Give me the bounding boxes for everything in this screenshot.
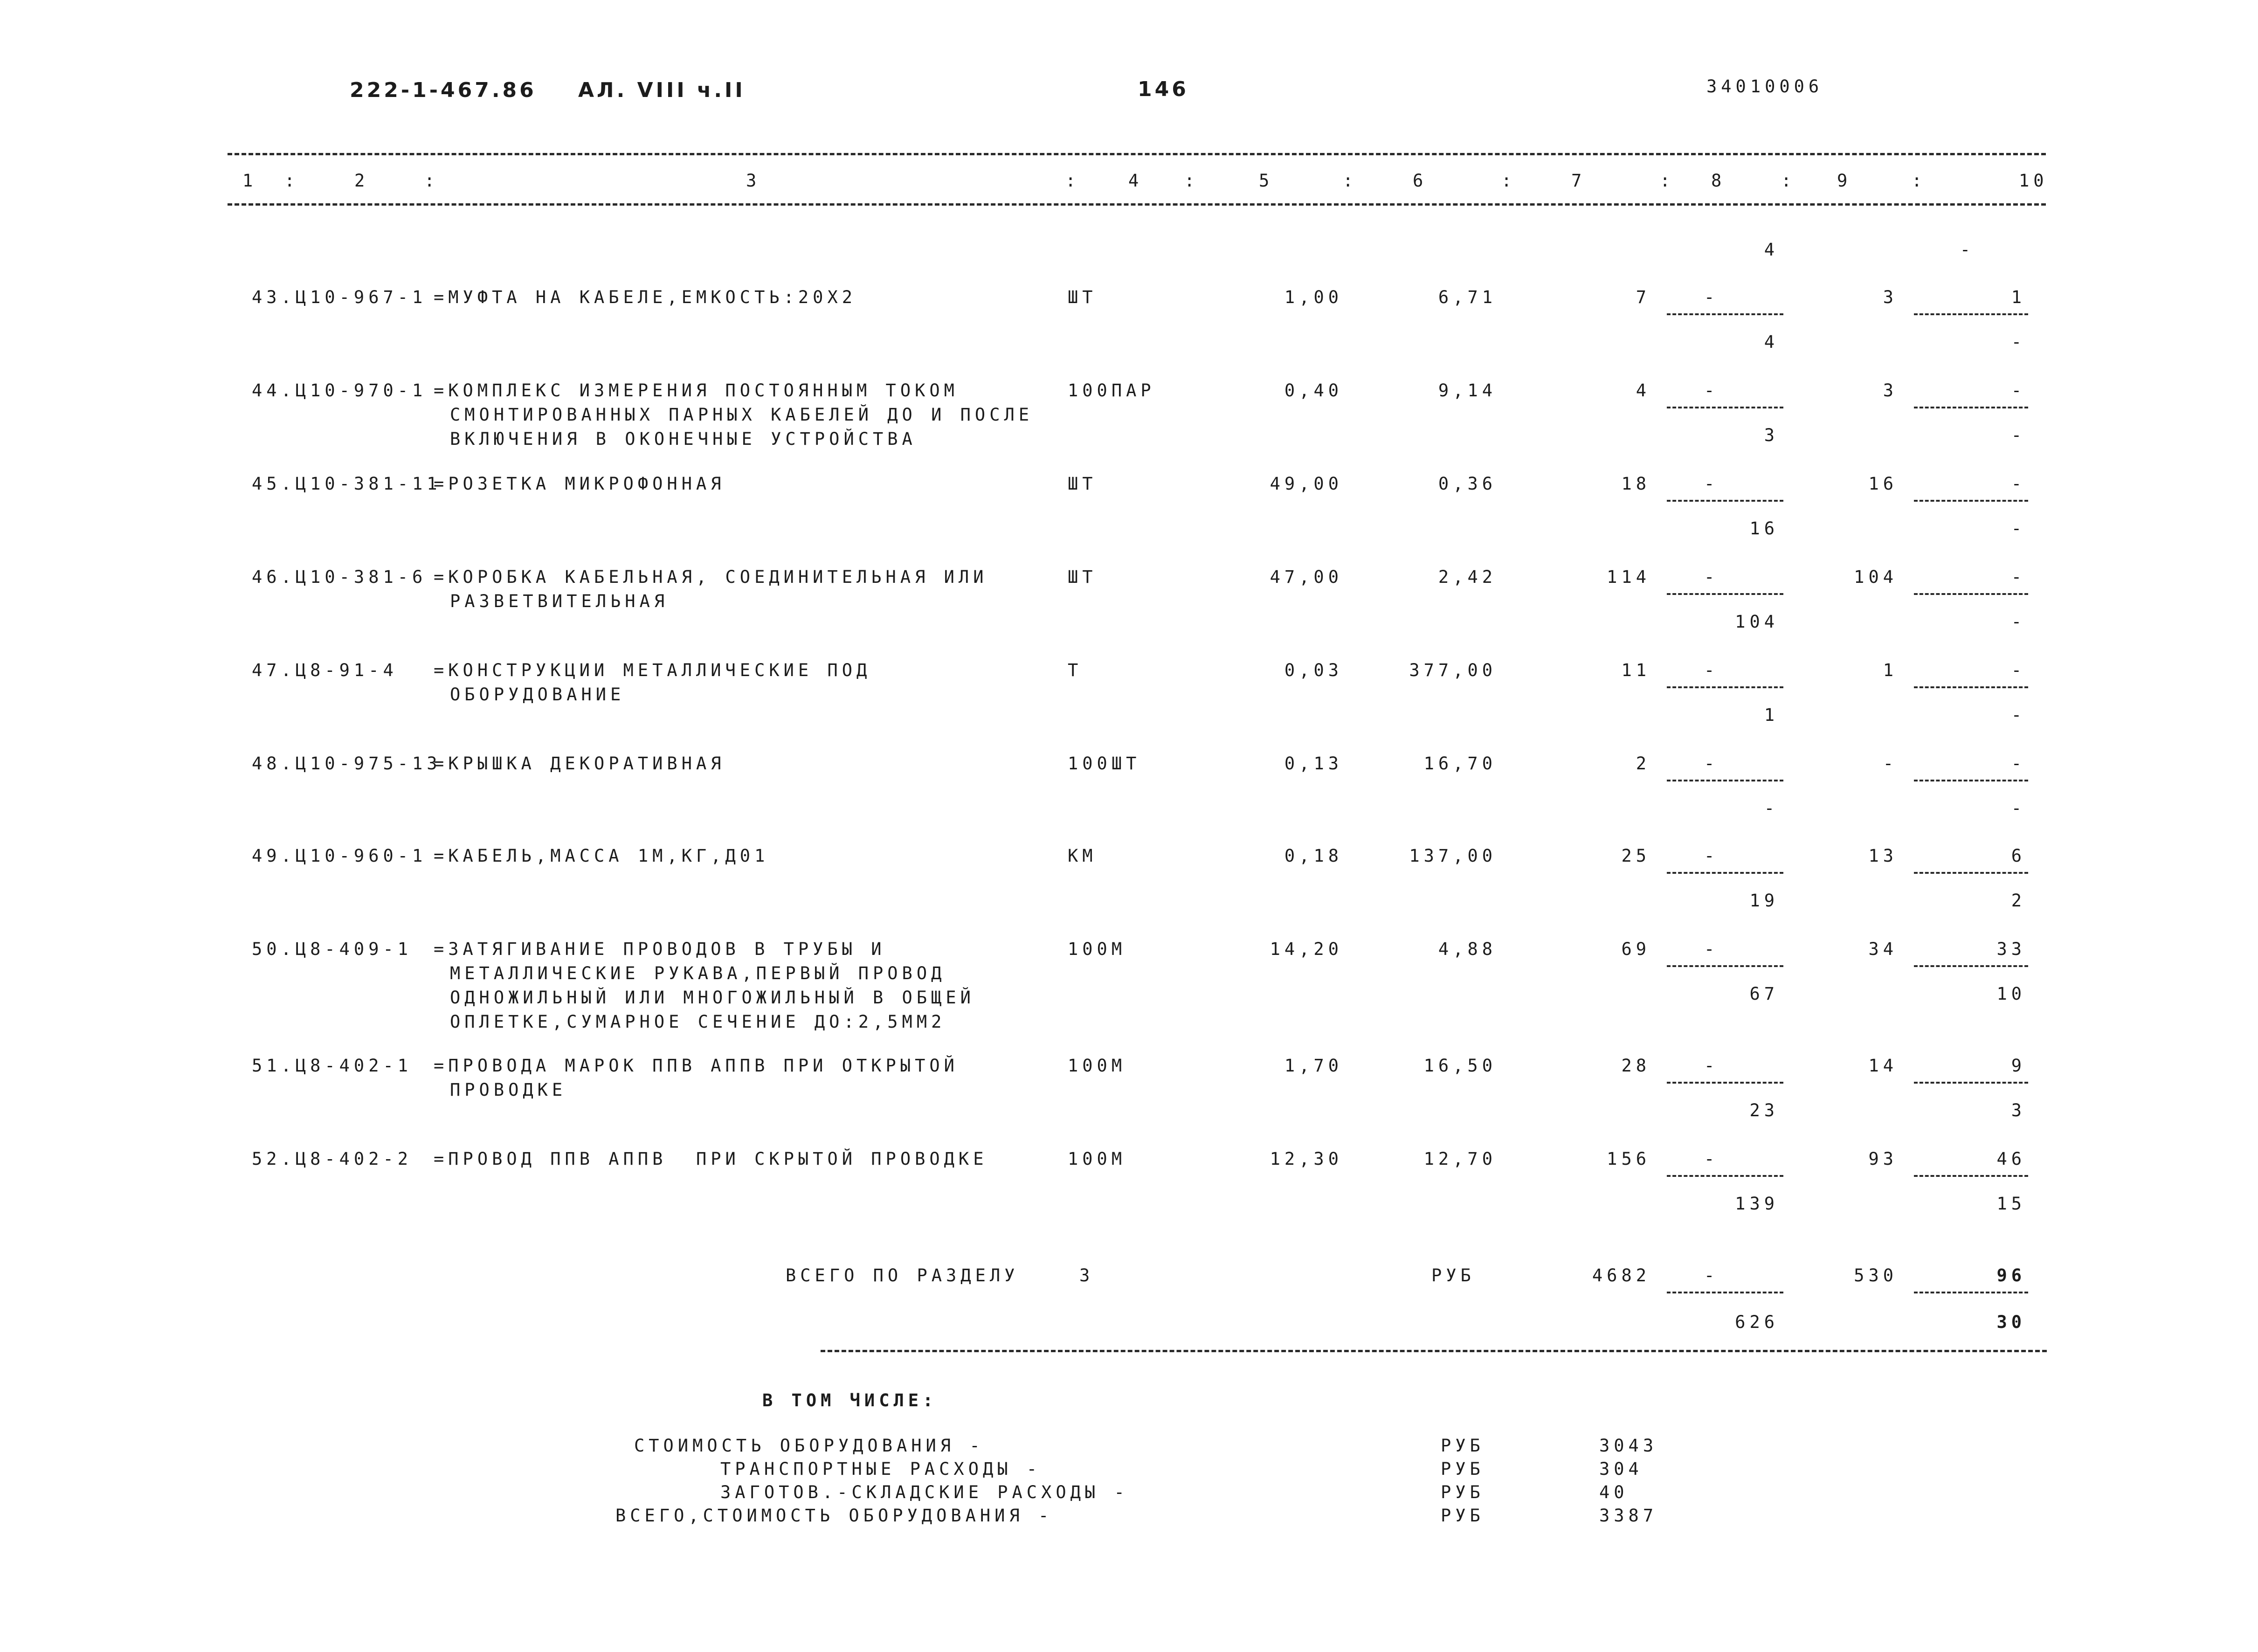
row-c8-top: - <box>1704 846 1719 866</box>
row-code: 50.Ц8-409-1 <box>252 939 413 959</box>
row-c10-bottom: 10 <box>1996 984 2026 1004</box>
column-header-6: 6 <box>1413 171 1428 191</box>
row-c9: 3 <box>1883 380 1898 401</box>
cell-c8-carry: 4 <box>1764 240 1779 260</box>
row-description: =МУФТА НА КАБЕЛЕ,ЕМКОСТЬ:20Х2 <box>434 287 857 307</box>
row-description: =ПРОВОДА МАРОК ППВ АППВ ПРИ ОТКРЫТОЙ <box>434 1056 959 1076</box>
row-description: МЕТАЛЛИЧЕСКИЕ РУКАВА,ПЕРВЫЙ ПРОВОД <box>450 963 946 983</box>
row-unit: 100ШТ <box>1068 753 1141 774</box>
row-c10-fraction-rule <box>1914 593 2028 595</box>
row-price: 377,00 <box>1409 660 1497 680</box>
section-total-number: 3 <box>1079 1265 1094 1286</box>
row-c10-fraction-rule <box>1914 313 2028 315</box>
row-unit: Т <box>1068 660 1083 680</box>
row-price: 16,70 <box>1423 753 1497 774</box>
column-header-1: 1 <box>242 171 257 191</box>
row-unit: КМ <box>1068 846 1097 866</box>
row-unit: 100М <box>1068 1056 1126 1076</box>
including-value: 40 <box>1599 1482 1629 1502</box>
row-c8-bottom: - <box>1764 798 1779 818</box>
row-description: РАЗВЕТВИТЕЛЬНАЯ <box>450 591 669 611</box>
column-separator: : <box>424 171 439 191</box>
row-description: =КОМПЛЕКС ИЗМЕРЕНИЯ ПОСТОЯННЫМ ТОКОМ <box>434 380 959 401</box>
row-c8-bottom: 16 <box>1749 518 1779 539</box>
row-c8-top: - <box>1704 660 1719 680</box>
row-code: 44.Ц10-970-1 <box>252 380 427 401</box>
row-c8-top: - <box>1704 753 1719 774</box>
row-description: =КОРОБКА КАБЕЛЬНАЯ, СОЕДИНИТЕЛЬНАЯ ИЛИ <box>434 567 988 587</box>
page-number: 146 <box>1138 77 1189 101</box>
row-c8-fraction-rule <box>1667 965 1783 967</box>
row-c8-bottom: 1 <box>1764 705 1779 725</box>
including-label: ВСЕГО,СТОИМОСТЬ ОБОРУДОВАНИЯ - <box>615 1506 1053 1526</box>
including-unit: РУБ <box>1441 1459 1485 1479</box>
row-quantity: 1,00 <box>1284 287 1343 307</box>
row-c10-bottom: - <box>2011 705 2026 725</box>
row-description: =КАБЕЛЬ,МАССА 1М,КГ,Д01 <box>434 846 769 866</box>
row-description: =КОНСТРУКЦИИ МЕТАЛЛИЧЕСКИЕ ПОД <box>434 660 871 680</box>
row-c9: 14 <box>1868 1056 1898 1076</box>
row-c10-top: - <box>2011 660 2026 680</box>
row-c10-fraction-rule <box>1914 872 2028 874</box>
section-total-c10-rule <box>1914 1292 2028 1293</box>
row-unit: 100М <box>1068 939 1126 959</box>
row-description: =ЗАТЯГИВАНИЕ ПРОВОДОВ В ТРУБЫ И <box>434 939 886 959</box>
row-description: СМОНТИРОВАННЫХ ПАРНЫХ КАБЕЛЕЙ ДО И ПОСЛЕ <box>450 405 1034 425</box>
row-c9: 34 <box>1868 939 1898 959</box>
column-header-4: 4 <box>1128 171 1143 191</box>
row-c8-fraction-rule <box>1667 780 1783 781</box>
header-bottom-rule <box>228 203 2046 206</box>
row-c10-bottom: 3 <box>2011 1100 2026 1120</box>
row-c10-fraction-rule <box>1914 1082 2028 1084</box>
row-description: =ПРОВОД ППВ АППВ ПРИ СКРЫТОЙ ПРОВОДКЕ <box>434 1149 988 1169</box>
including-label: ТРАНСПОРТНЫЕ РАСХОДЫ - <box>720 1459 1042 1479</box>
column-header-8: 8 <box>1711 171 1726 191</box>
including-label: СТОИМОСТЬ ОБОРУДОВАНИЯ - <box>634 1436 984 1456</box>
row-c8-top: - <box>1704 939 1719 959</box>
column-separator: : <box>1660 171 1675 191</box>
section-total-unit: РУБ <box>1431 1265 1475 1286</box>
row-total: 25 <box>1621 846 1650 866</box>
column-header-2: 2 <box>354 171 369 191</box>
row-c9: - <box>1883 753 1898 774</box>
column-separator: : <box>1184 171 1199 191</box>
row-c8-top: - <box>1704 287 1719 307</box>
row-c10-fraction-rule <box>1914 780 2028 781</box>
row-quantity: 47,00 <box>1270 567 1343 587</box>
row-c8-top: - <box>1704 474 1719 494</box>
including-unit: РУБ <box>1441 1482 1485 1502</box>
row-c8-bottom: 104 <box>1735 612 1779 632</box>
row-c8-fraction-rule <box>1667 593 1783 595</box>
row-unit: 100М <box>1068 1149 1126 1169</box>
row-quantity: 1,70 <box>1284 1056 1343 1076</box>
row-code: 46.Ц10-381-6 <box>252 567 427 587</box>
row-quantity: 12,30 <box>1270 1149 1343 1169</box>
row-code: 51.Ц8-402-1 <box>252 1056 413 1076</box>
row-c9: 16 <box>1868 474 1898 494</box>
row-c10-top: 1 <box>2011 287 2026 307</box>
row-unit: ШТ <box>1068 567 1097 587</box>
row-c10-fraction-rule <box>1914 1175 2028 1177</box>
row-description: ОПЛЕТКЕ,СУМАРНОЕ СЕЧЕНИЕ ДО:2,5ММ2 <box>450 1012 946 1032</box>
row-c9: 104 <box>1854 567 1898 587</box>
row-code: 48.Ц10-975-13 <box>252 753 442 774</box>
column-separator: : <box>1065 171 1080 191</box>
row-total: 11 <box>1621 660 1650 680</box>
row-code: 47.Ц8-91-4 <box>252 660 398 680</box>
column-separator: : <box>1912 171 1927 191</box>
including-title: В ТОМ ЧИСЛЕ: <box>762 1390 938 1410</box>
row-c10-bottom: - <box>2011 425 2026 445</box>
row-price: 16,50 <box>1423 1056 1497 1076</box>
row-price: 6,71 <box>1438 287 1497 307</box>
column-separator: : <box>284 171 299 191</box>
row-c8-top: - <box>1704 567 1719 587</box>
column-separator: : <box>1781 171 1796 191</box>
section-total-label: ВСЕГО ПО РАЗДЕЛУ <box>786 1265 1019 1286</box>
row-c10-bottom: - <box>2011 518 2026 539</box>
row-quantity: 0,03 <box>1284 660 1343 680</box>
row-description: ВКЛЮЧЕНИЯ В ОКОНЕЧНЫЕ УСТРОЙСТВА <box>450 429 917 449</box>
section-total-c10-top: 96 <box>1996 1265 2026 1286</box>
row-c8-top: - <box>1704 1149 1719 1169</box>
row-c8-bottom: 4 <box>1764 332 1779 352</box>
row-c10-fraction-rule <box>1914 965 2028 967</box>
row-price: 0,36 <box>1438 474 1497 494</box>
row-c8-bottom: 23 <box>1749 1100 1779 1120</box>
row-code: 45.Ц10-381-11 <box>252 474 442 494</box>
row-c10-top: 33 <box>1996 939 2026 959</box>
row-total: 4 <box>1636 380 1650 401</box>
row-c8-fraction-rule <box>1667 500 1783 502</box>
column-header-5: 5 <box>1259 171 1274 191</box>
row-c9: 3 <box>1883 287 1898 307</box>
column-header-10: 10 <box>2019 171 2048 191</box>
row-quantity: 14,20 <box>1270 939 1343 959</box>
row-total: 28 <box>1621 1056 1650 1076</box>
row-c10-top: 9 <box>2011 1056 2026 1076</box>
row-quantity: 0,40 <box>1284 380 1343 401</box>
row-c9: 1 <box>1883 660 1898 680</box>
including-label: ЗАГОТОВ.-СКЛАДСКИЕ РАСХОДЫ - <box>720 1482 1129 1502</box>
row-c10-top: - <box>2011 380 2026 401</box>
row-c8-fraction-rule <box>1667 1082 1783 1084</box>
row-c10-top: - <box>2011 474 2026 494</box>
row-c10-top: 6 <box>2011 846 2026 866</box>
row-total: 69 <box>1621 939 1650 959</box>
row-c10-bottom: - <box>2011 332 2026 352</box>
section-total-c9: 530 <box>1854 1265 1898 1286</box>
doc-number: 34010006 <box>1706 76 1823 97</box>
row-c10-top: - <box>2011 567 2026 587</box>
row-unit: ШТ <box>1068 287 1097 307</box>
section-total-rule <box>821 1350 2047 1352</box>
column-header-7: 7 <box>1571 171 1586 191</box>
row-price: 4,88 <box>1438 939 1497 959</box>
column-separator: : <box>1501 171 1516 191</box>
document-code: 222-1-467.86 <box>350 78 537 102</box>
row-c10-top: - <box>2011 753 2026 774</box>
row-c10-top: 46 <box>1996 1149 2026 1169</box>
column-header-9: 9 <box>1837 171 1852 191</box>
row-c8-fraction-rule <box>1667 1175 1783 1177</box>
row-c8-bottom: 67 <box>1749 984 1779 1004</box>
row-code: 49.Ц10-960-1 <box>252 846 427 866</box>
row-c8-fraction-rule <box>1667 313 1783 315</box>
row-unit: ШТ <box>1068 474 1097 494</box>
row-c8-bottom: 139 <box>1735 1194 1779 1214</box>
row-price: 2,42 <box>1438 567 1497 587</box>
row-total: 2 <box>1636 753 1650 774</box>
row-description: ОБОРУДОВАНИЕ <box>450 684 625 705</box>
row-c8-fraction-rule <box>1667 686 1783 688</box>
section-total-c8-bottom: 626 <box>1735 1312 1779 1332</box>
including-unit: РУБ <box>1441 1506 1485 1526</box>
row-c10-fraction-rule <box>1914 500 2028 502</box>
row-c10-fraction-rule <box>1914 407 2028 408</box>
header-top-rule <box>228 153 2046 155</box>
including-value: 3043 <box>1599 1436 1658 1456</box>
row-c10-bottom: 2 <box>2011 891 2026 911</box>
row-unit: 100ПАР <box>1068 380 1155 401</box>
including-unit: РУБ <box>1441 1436 1485 1456</box>
column-separator: : <box>1343 171 1358 191</box>
row-c9: 93 <box>1868 1149 1898 1169</box>
row-description: ПРОВОДКЕ <box>450 1080 567 1100</box>
row-c8-bottom: 3 <box>1764 425 1779 445</box>
section-total-amount: 4682 <box>1592 1265 1650 1286</box>
row-code: 52.Ц8-402-2 <box>252 1149 413 1169</box>
row-description: =КРЫШКА ДЕКОРАТИВНАЯ <box>434 753 725 774</box>
including-value: 3387 <box>1599 1506 1658 1526</box>
row-c10-bottom: - <box>2011 798 2026 818</box>
section-total-c10-bottom: 30 <box>1996 1312 2026 1332</box>
row-c8-fraction-rule <box>1667 872 1783 874</box>
row-description: ОДНОЖИЛЬНЫЙ ИЛИ МНОГОЖИЛЬНЫЙ В ОБЩЕЙ <box>450 988 975 1008</box>
row-description: =РОЗЕТКА МИКРОФОННАЯ <box>434 474 725 494</box>
row-c8-bottom: 19 <box>1749 891 1779 911</box>
row-price: 137,00 <box>1409 846 1497 866</box>
section-total-c8-rule <box>1667 1292 1783 1293</box>
row-c10-bottom: 15 <box>1996 1194 2026 1214</box>
row-total: 114 <box>1607 567 1650 587</box>
row-price: 9,14 <box>1438 380 1497 401</box>
album-label: АЛ. VIII ч.II <box>578 78 746 102</box>
row-c9: 13 <box>1868 846 1898 866</box>
row-total: 18 <box>1621 474 1650 494</box>
row-price: 12,70 <box>1423 1149 1497 1169</box>
row-quantity: 0,18 <box>1284 846 1343 866</box>
row-c10-fraction-rule <box>1914 686 2028 688</box>
row-quantity: 49,00 <box>1270 474 1343 494</box>
row-c10-bottom: - <box>2011 612 2026 632</box>
row-quantity: 0,13 <box>1284 753 1343 774</box>
section-total-c8-top: - <box>1704 1265 1719 1286</box>
including-value: 304 <box>1599 1459 1643 1479</box>
column-header-3: 3 <box>746 171 761 191</box>
row-c8-top: - <box>1704 380 1719 401</box>
row-c8-top: - <box>1704 1056 1719 1076</box>
cell-c10-carry: - <box>1960 240 1975 260</box>
row-c8-fraction-rule <box>1667 407 1783 408</box>
row-total: 7 <box>1636 287 1650 307</box>
row-total: 156 <box>1607 1149 1650 1169</box>
row-code: 43.Ц10-967-1 <box>252 287 427 307</box>
